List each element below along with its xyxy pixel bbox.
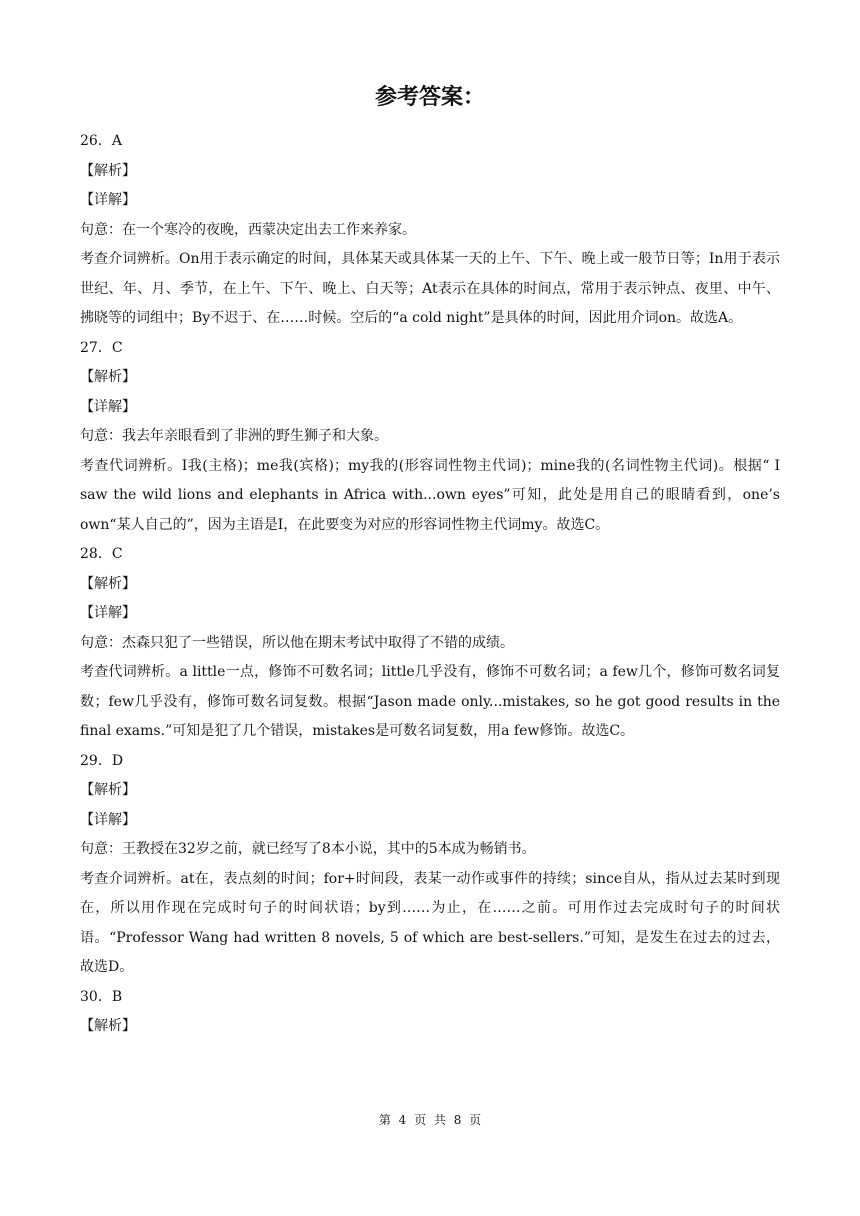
- detail-label: 【详解】: [80, 398, 136, 415]
- page-footer: 第 4 页 共 8 页: [378, 1113, 482, 1127]
- analysis-label: 【解析】: [80, 1018, 136, 1034]
- analysis-label: 【解析】: [80, 369, 136, 385]
- answer-number: 26．A: [80, 133, 122, 149]
- sentence-translation: 句意：杰森只犯了一些错误，所以他在期末考试中取得了不错的成绩。: [80, 634, 514, 651]
- page-title: 参考答案：: [374, 85, 485, 110]
- answer-number: 29．D: [80, 752, 124, 769]
- detail-label: 【详解】: [80, 605, 136, 621]
- sentence-translation: 句意：我去年亲眼看到了非洲的野生狮子和大象。: [80, 428, 388, 444]
- detail-label: 【详解】: [80, 192, 136, 208]
- sentence-translation: 句意：王教授在32岁之前，就已经写了8本小说，其中的5本成为畅销书。: [80, 841, 536, 857]
- analysis-label: 【解析】: [80, 162, 136, 179]
- answer-content: [80, 127, 780, 1042]
- explanation-text: 考查介词辨析。at在，表点刻的时间；for+时间段，表某一动作或事件的持续；since自从，指从过去某时到现在，所以用作现在完成时句子的时间状语；by到……为止，在……之前。可用作过去完成时句子的时间状语。“Professor Wang had written 8 novels, 5 of which are best-sellers.”可知，是发生在过去的过去，故选D。: [80, 870, 780, 975]
- analysis-label: 【解析】: [80, 782, 136, 798]
- sentence-translation: 句意：在一个寒冷的夜晚，西蒙决定出去工作来养家。: [80, 221, 416, 238]
- explanation-text: 考查介词辨析。On用于表示确定的时间，具体某天或具体某一天的上午、下午、晚上或一般节日等；In用于表示世纪、年、月、季节，在上午、下午、晚上、白天等；At表示在具体的时间点，常用于表示钟点、夜里、中午、拂晓等的词组中；By不迟于、在……时候。空后的“a cold night”是具体的时间，因此用介词on。故选A。: [80, 251, 780, 326]
- answer-number: 28．C: [80, 546, 123, 562]
- analysis-label: 【解析】: [80, 575, 136, 592]
- detail-label: 【详解】: [80, 811, 136, 828]
- answer-number: 27．C: [80, 339, 123, 356]
- explanation-text: 考查代词辨析。a little一点，修饰不可数名词；little几乎没有，修饰不可数名词；a few几个，修饰可数名词复数；few几乎没有，修饰可数名词复数。根据“Jason made only...mistakes, so he got good results in the final exams.”可知是犯了几个错误，mistakes是可数名词复数，用a few修饰。故选C。: [80, 664, 780, 739]
- explanation-text: 考查代词辨析。I我(主格)；me我(宾格)；my我的(形容词性物主代词)；mine我的(名词性物主代词)。根据“ I saw the wild lions and elephants in Africa with...own eyes”可知，此处是用自己的眼睛看到，one’s own“某人自己的”，因为主语是I，在此要变为对应的形容词性物主代词my。故选C。: [80, 457, 780, 533]
- answer-number: 30．B: [80, 988, 123, 1005]
